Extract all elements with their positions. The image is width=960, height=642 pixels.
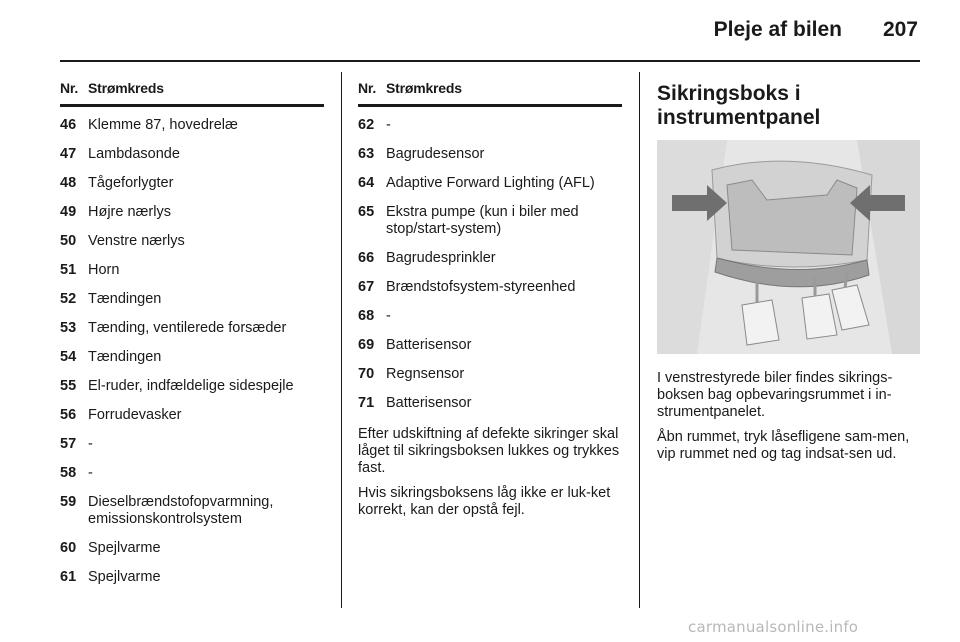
instructions-text bbox=[358, 426, 622, 519]
circuit-name: Tændingen bbox=[88, 291, 162, 307]
fuse-number: 47 bbox=[60, 146, 77, 162]
column-header-nr: Nr. bbox=[60, 80, 79, 96]
table-row bbox=[358, 308, 622, 325]
fuse-number: 51 bbox=[60, 262, 77, 278]
circuit-name: Tændingen bbox=[88, 349, 162, 365]
fuse-number: 71 bbox=[358, 395, 375, 411]
fuse-number: 57 bbox=[60, 436, 77, 452]
fuse-number: 64 bbox=[358, 175, 375, 191]
circuit-name: Horn bbox=[88, 262, 120, 278]
circuit-name: Spejlvarme bbox=[88, 540, 161, 556]
circuit-name: Spejlvarme bbox=[88, 569, 161, 585]
circuit-name: El-ruder, indfældelige sidespejle bbox=[88, 378, 294, 394]
table-header bbox=[358, 80, 622, 107]
section-title: Sikringsboks i instrumentpanel bbox=[657, 82, 821, 129]
paragraph: Hvis sikringsboksens låg ikke er luk-ket korrekt, kan der opstå fejl. bbox=[358, 485, 611, 518]
circuit-name: Batterisensor bbox=[386, 337, 472, 353]
fuse-number: 69 bbox=[358, 337, 375, 353]
table-row bbox=[60, 494, 324, 528]
column-divider bbox=[341, 72, 342, 608]
paragraph: I venstrestyrede biler findes sikrings-boksen bag opbevaringsrummet i in-strumentpanelet. bbox=[657, 370, 893, 420]
fuse-number: 46 bbox=[60, 117, 77, 133]
fuse-number: 49 bbox=[60, 204, 77, 220]
circuit-name: Batterisensor bbox=[386, 395, 472, 411]
fuse-number: 70 bbox=[358, 366, 375, 382]
fuse-table-left bbox=[60, 80, 324, 598]
table-row bbox=[60, 117, 324, 134]
page-title: Pleje af bilen bbox=[713, 18, 842, 41]
fuse-number: 58 bbox=[60, 465, 77, 481]
fuse-number: 66 bbox=[358, 250, 375, 266]
table-row bbox=[60, 569, 324, 586]
circuit-name: - bbox=[386, 117, 391, 133]
column-header-nr: Nr. bbox=[358, 80, 377, 96]
circuit-name: - bbox=[386, 308, 391, 324]
table-row bbox=[60, 320, 324, 337]
circuit-name: Ekstra pumpe (kun i biler med stop/start-system) bbox=[386, 204, 579, 237]
circuit-name: Forrudevasker bbox=[88, 407, 182, 423]
table-row bbox=[358, 337, 622, 354]
section-text bbox=[657, 370, 920, 463]
table-row bbox=[60, 378, 324, 395]
fuse-number: 53 bbox=[60, 320, 77, 336]
table-row bbox=[358, 175, 622, 192]
fuse-number: 60 bbox=[60, 540, 77, 556]
fuse-number: 68 bbox=[358, 308, 375, 324]
fuse-number: 54 bbox=[60, 349, 77, 365]
paragraph: Efter udskiftning af defekte sikringer skal låget til sikringsboksen lukkes og trykkes fast. bbox=[358, 426, 620, 476]
circuit-name: - bbox=[88, 465, 93, 481]
table-row bbox=[60, 349, 324, 366]
fuse-table-right bbox=[358, 80, 622, 527]
table-row bbox=[60, 465, 324, 482]
table-row bbox=[358, 204, 622, 238]
circuit-name: Bagrudesensor bbox=[386, 146, 485, 162]
table-row bbox=[60, 291, 324, 308]
circuit-name: Bagrudesprinkler bbox=[386, 250, 496, 266]
fuse-number: 50 bbox=[60, 233, 77, 249]
table-row bbox=[358, 117, 622, 134]
table-row bbox=[358, 279, 622, 296]
table-row bbox=[60, 204, 324, 221]
table-row bbox=[60, 233, 324, 250]
table-row bbox=[358, 395, 622, 412]
column-header-circuit: Strømkreds bbox=[88, 80, 164, 96]
table-row bbox=[60, 436, 324, 453]
table-row bbox=[358, 146, 622, 163]
circuit-name: Dieselbrændstofopvarmning, emissionskontrolsystem bbox=[88, 494, 274, 527]
fuse-number: 52 bbox=[60, 291, 77, 307]
circuit-name: Regnsensor bbox=[386, 366, 465, 382]
table-row bbox=[358, 366, 622, 383]
section-fusebox-dashboard bbox=[657, 80, 920, 471]
page-number: 207 bbox=[882, 18, 918, 41]
circuit-name: - bbox=[88, 436, 93, 452]
page-header bbox=[60, 0, 920, 62]
fusebox-illustration bbox=[657, 140, 920, 354]
table-row bbox=[60, 540, 324, 557]
circuit-name: Brændstofsystem-styreenhed bbox=[386, 279, 576, 295]
fuse-number: 55 bbox=[60, 378, 77, 394]
paragraph: Åbn rummet, tryk låsefligene sam-men, vip rummet ned og tag indsat-sen ud. bbox=[657, 429, 910, 462]
circuit-name: Tænding, ventilerede forsæder bbox=[88, 320, 287, 336]
circuit-name: Venstre nærlys bbox=[88, 233, 185, 249]
table-row bbox=[60, 175, 324, 192]
fuse-number: 63 bbox=[358, 146, 375, 162]
fuse-number: 62 bbox=[358, 117, 375, 133]
table-row bbox=[358, 250, 622, 267]
circuit-name: Tågeforlygter bbox=[88, 175, 174, 191]
fuse-number: 56 bbox=[60, 407, 77, 423]
table-row bbox=[60, 146, 324, 163]
circuit-name: Adaptive Forward Lighting (AFL) bbox=[386, 175, 595, 191]
table-row bbox=[60, 262, 324, 279]
circuit-name: Klemme 87, hovedrelæ bbox=[88, 117, 238, 133]
fuse-number: 61 bbox=[60, 569, 77, 585]
fuse-number: 67 bbox=[358, 279, 375, 295]
fuse-number: 48 bbox=[60, 175, 77, 191]
table-row bbox=[60, 407, 324, 424]
watermark: carmanualsonline.info bbox=[688, 618, 859, 636]
circuit-name: Højre nærlys bbox=[88, 204, 171, 220]
circuit-name: Lambdasonde bbox=[88, 146, 180, 162]
fuse-number: 59 bbox=[60, 494, 77, 510]
column-divider bbox=[639, 72, 640, 608]
table-header bbox=[60, 80, 324, 107]
column-header-circuit: Strømkreds bbox=[386, 80, 462, 96]
dashboard-fusebox-drawing bbox=[657, 140, 920, 354]
fuse-number: 65 bbox=[358, 204, 375, 220]
